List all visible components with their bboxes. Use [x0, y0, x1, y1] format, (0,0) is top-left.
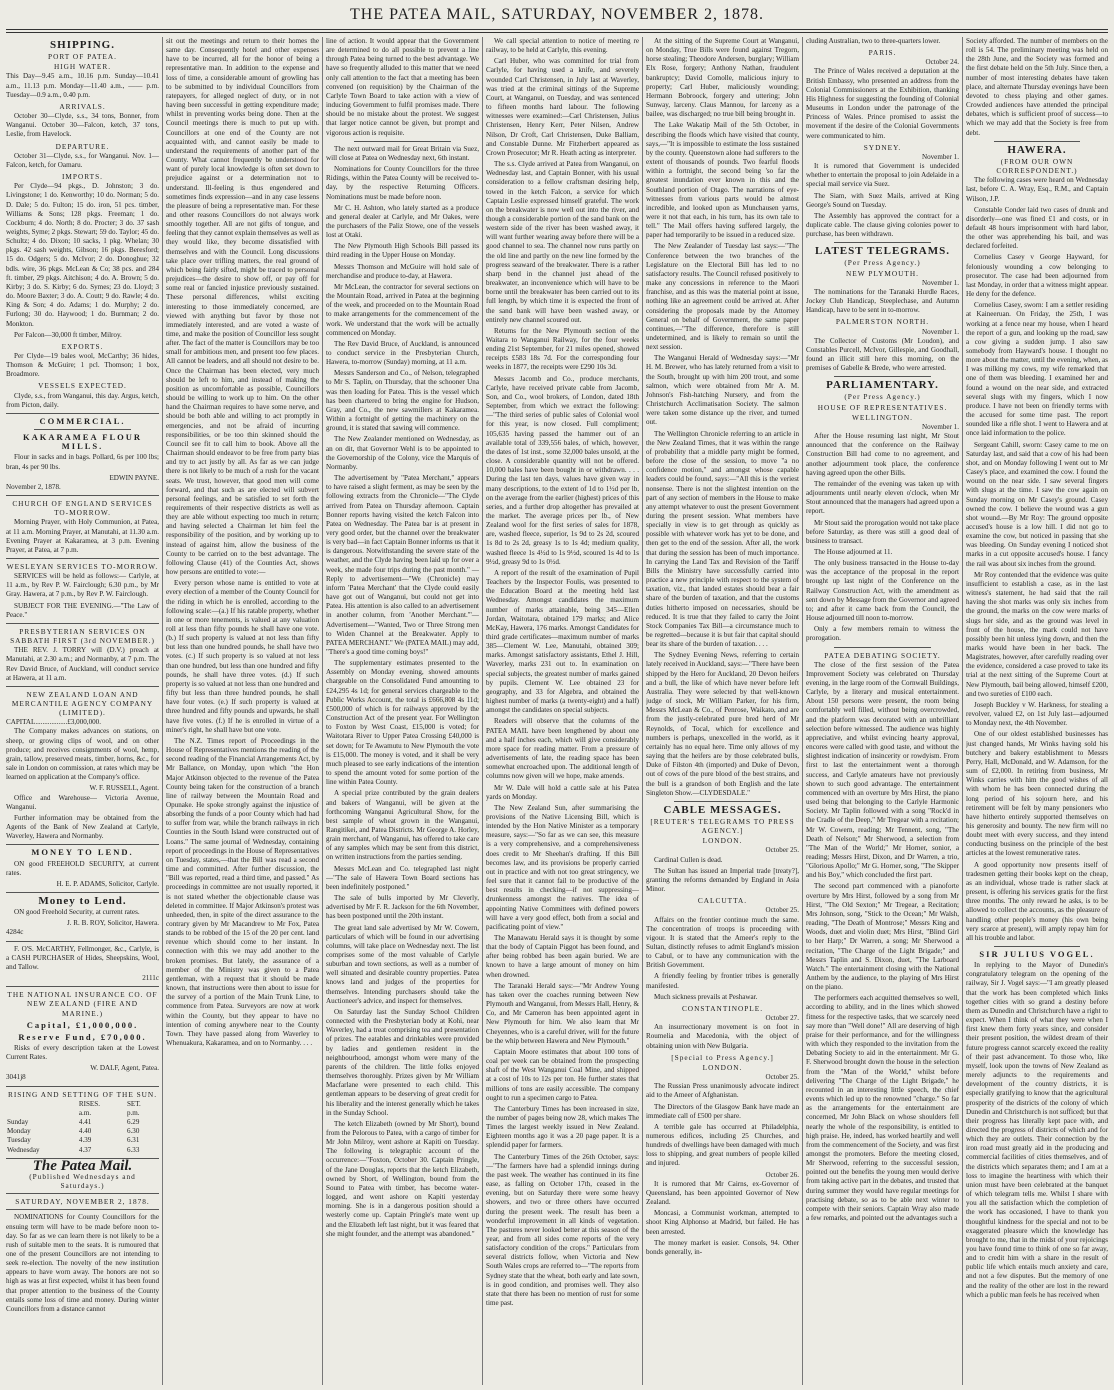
paragraph: The supplementary estimates presented to the Assembly on Monday evening, showed amounts chargeable on the Consolidated Fund amounting to £24,295 4s 1d; for general services chargeable to the Public Works Account, the total is £666,808 4s 11d; £500,000 of which is for railways approved by the Construction Act of the present year. For Wellington to Foxton by West Coast, £15,000 is voted; for Waitotara River to Upper Patea Crossing £40,000 is set down; for Te Awamutu to New Plymouth the vote is £15,000. The money is voted, and it shall be very much pleased to see early indications of the intention to spend the amount voted for some portion of the line within Patea County. [326, 659, 479, 787]
special-note: [Special to Press Agency.] [671, 1052, 774, 1062]
sun-rise: 4.37 [78, 1145, 92, 1154]
debating-society-heading: PATEA DEBATING SOCIETY. [824, 650, 941, 660]
paragraph: The Canterbury Times has been increased in size, the number of pages being now 28, which makes The Times the largest weekly issued in New Zealand. Eighteen months ago it was a 20 page paper. It is a splendid paper for farmers. [486, 1104, 639, 1150]
divider [354, 141, 451, 142]
vogel-heading: SIR JULIUS VOGEL. [979, 949, 1095, 959]
paragraph: The New Zealander of Tuesday last says:—"The Conference between the two branches of the Legislature on the Electoral Bill has led to no satisfactory results. The Council refused positively to make any concessions in reference to the Maori franchise, and as this was the material point at issue, nothing like an agreement could be arrived at. After considering the proposals made by the Attorney General on behalf of Government, the same paper continues,—"The difference, therefore is still undetermined, and is likely to remain so until the next session. [646, 242, 799, 352]
paper-title: The Patea Mail. [32, 1157, 133, 1174]
money-to-lend-heading-2: Money to Lend. [38, 894, 127, 907]
dispatch-date: October 24. [925, 58, 959, 67]
press-agency-note: (Per Press Agency.) [844, 258, 921, 268]
insurance-capital: Capital, £1,000,000. [26, 1019, 139, 1030]
paragraph: The nominations for the Taranaki Hurdle Races, Jockey Club Handicap, Steeplechase, and Autumn Handicap, have to be sent in to-morrow. [806, 287, 959, 315]
wesleyan-heading: WESLEYAN SERVICES TO-MORROW. [6, 561, 159, 571]
column-rule [642, 37, 643, 1385]
paragraph: The great land sale advertised by Mr W. Cowern, particulars of which will be found in our advertising columns, will take place on Wednesday next. The list comprises some of the most valuable of Carlyle suburban and town sections, as well as a number of well situated and desirable country properties. Patea knows land and judges of the properties for themselves. Intending purchasers should take the Auctioneer's advice, and inspect for themselves. [326, 923, 479, 1005]
divider [674, 801, 771, 802]
paragraph: A terrible gale has occurred at Philadelphia, numerous edifices, including 25 Churches, and hundreds of dwellings have been damaged with much loss to shipping, and great numbers of people killed and injured. [646, 1122, 799, 1168]
parliamentary-heading: PARLIAMENTARY. [826, 379, 939, 392]
sun-table-header [6, 1100, 159, 1109]
sun-day: Monday [7, 1127, 31, 1136]
paragraph: The New Plymouth High Schools Bill passed its third reading in the Upper House on Monday. [326, 242, 479, 260]
paragraph: Constable Conder laid two cases of drunk and disorderly—one was fined £1 and costs, or in default 48 hours imprisonment with hard labor, the other was apprehending his bail, and was declared forfeited. [966, 205, 1108, 251]
paragraph: It is rumored that Government is undecided whether to entertain the proposal to join Adelaide in a special mail service via Suez. [806, 162, 959, 189]
insurance-heading: THE NATIONAL INSURANCE CO. OF NEW ZEALAND (FIRE AND MARINE.) [7, 990, 158, 1018]
paragraph: The Collector of Customs (Mr Loudon), and Constables Purcell, McIvor, Gillespie, and Goodhall, found an illicit still here this morning, on the premises of Gabelle & Brede, who were arrested. [806, 336, 959, 373]
divider [6, 1209, 159, 1210]
dispatch-date: October 25. [765, 906, 799, 915]
sun-rise: 4.40 [78, 1127, 92, 1136]
paragraph: Joseph Buckley v W. Harkness, for stealing a revolver, valued £2, on 1st July last—adjourned to Monday next, the 4th November. [966, 700, 1108, 728]
paragraph: Messrs Thomson and McGuire will hold sale of merchandise and produce to-day, at Hawera. [326, 262, 479, 280]
exports-heading: EXPORTS. [61, 341, 104, 351]
paragraph: A special prize contributed by the grain dealers and bakers of Wanganui, will be given at the forthcoming Wanganui Agricultural Show, for the best sample of wheat grown in the Wanganui, Rangitikei, and Patea Districts. Mr George A. Horley, grain merchant, of Wanganui, has offered to take care of any samples which may be sent from this district, on written instructions from the parties sending. [326, 789, 479, 862]
column-7 [966, 37, 1108, 1385]
masthead-rule-lower [6, 32, 1108, 33]
paragraph: At the sitting of the Supreme Court at Wanganui, on Monday, True Bills were found against Tregorn, horse stealing; Theodore Andersen, burglary; William Elx Rose, forgery; Anthony Nathan, fraudulent bankruptcy; David Comolle, malicious injury to property; Carl Huber, maliciously wounding; Hermann Bobroock, forgery and uttering; John Sunway, larceny. Claus Mannou, for larceny as a bailee, was discharged; no true bill being brought in. [646, 37, 799, 119]
paragraph: cluding Australian, two to three-quarters lower. [806, 37, 941, 45]
paragraph: Cornelius Casey v George Hayward, for feloniously wounding a cow belonging to prosecutor. The case had been adjourned from last Monday, in order that a witness might appear. He deny for the defence. [966, 253, 1108, 299]
wesleyan-text: SERVICES will be held as follows:— Carlyle, at 11 a.m., by Rev P. W. Fairclough; 6.30 p.m., by Mr Gray. Hawera, at 7 p.m., by Rev P. W. Fairclough. [6, 572, 159, 599]
dateline-paris: PARIS. [868, 48, 897, 58]
column-2 [166, 37, 319, 1385]
paragraph: A report of the result of the examination of Pupil Teachers by the Inspector Foulis, was presented to the Education Board at the meeting held last Wednesday. Amongst candidates the maximum number of marks attainable, being 345—Ellen Jordan, Waitotara, obtained 179 marks; and Alice McKay, Hawera, 176 marks. Amongst Candidates for third grade certificates—maximum number of marks 385—Clement W. Lee, Manutahi, obtained 309; marks. Amongst satisfactory assistants, Ethel J. Hill, Waverley, marks 231 out to. In examination on special subjects, the greatest number of marks gained by pupils. Clement W. Lee obtained 23 for geography, and 33 for Algebra, and obtained the highest number of marks (a twenty-eight) and a half) amongst the candidates on special subjects. [486, 568, 639, 715]
table-row [6, 1127, 159, 1136]
paragraph: Much sickness prevails at Peshawar. [654, 992, 758, 1001]
dispatch-date: November 1. [921, 152, 959, 161]
divider [6, 558, 159, 559]
sun-header-cell: RISES. [78, 1099, 100, 1108]
editorial-text: NOMINATIONS for County Councillors for the ensuing term will have to be made before noon to-day. So far as we can learn there is not likely to be a rush of suitable men to the seats. It is rumoured that one of the present Councillors are not intending to seek re-election. The novelty of the new institution appears to have worn away. The honors are not so high as was at first expected, whilst it has been found that proper attention to the business of the County entails some loss of time and money. During winter Councillors from a distance cannot [6, 1213, 159, 1313]
sun-subheader-cell [6, 1109, 78, 1118]
divider [6, 413, 159, 414]
paragraph: The Lake Wakatip Mail of the 5th October, in describing the floods which have visited that county, says,—"It is impossible to estimate the loss sustained by the county. Queenstown alone had sufferers to the extent of thousands of pounds. Two fearful floods within a fortnight, the second being 'so far the greatest inundation ever known in this and the Southland portion of Otago. The narrations of eye-witnesses from various parts would be almost incredible, and looked upon as Munchausen yarns, were it not that each, in his turn, has its own tale to tell." The Mail offers having suffered largely, the paper had temporarily to be issued in a reduced size. [646, 121, 799, 240]
nz-loan-heading: NEW ZEALAND LOAN AND MERCANTILE AGENCY COMPANY (LIMITED). [11, 689, 154, 718]
paragraph: On Saturday last the Sunday School Children connected with the Presbyterian body at Kohi, near Waverley, had a treat comprising tea and presentation of prizes. The eatables and drinkables were provided by ladies and gentlemen resident in the neighbourhood, amongst whom were many of the parents of the children. The little folks enjoyed themselves thoroughly. Prizes given by Mr William Macfarlane were presented to each child. This gentleman appears to be deserving of great credit for his liberality and the interest generally which he takes in the Sunday School. [326, 1007, 479, 1117]
paragraph: Messrs McLean and Co. telegraphed last night—"The sale of Hawera Town Board sections has been indefinitely postponed." [326, 864, 479, 891]
paragraph: Only a few members remain to witness the prorogation. [806, 625, 959, 643]
house-heading: HOUSE OF REPRESENTATIVES. [817, 402, 948, 412]
sun-day: Tuesday [7, 1136, 31, 1145]
flour-mills-heading: KAKARAMEA FLOUR MILLS. [22, 432, 142, 452]
paragraph: The second part commenced with a pianoforte overture by Mrs Hirst, followed by a song from Mr Hirst, "The Old Sexton;" Mr Tregear, a Recitation; Mrs Johnson, song, "Stick to the Ocean;" Mr Walsh, reading, "The Death of Montrose;" Messrs King and Woods, duet and violin duet; Mrs Hirst, "Blind Girl to her Harp;" Dr Warren, a song; Mr Sherwood a recitation, "The Charge of the Light Brigade;" and Messrs Taplin and S. Dixon, duet, "The Larboard Watch." The entertainment closing with the National Anthem by the audience, to the playing of Mrs Hirst on the piano. [806, 882, 959, 992]
correspondent-note: (FROM OUR OWN CORRESPONDENT.) [996, 156, 1078, 176]
paragraph: Mr Roy contended that the evidence was quite insufficient to establish a case, as in the last witness's statement, he had said that the rail having the shot marks was only six inches from the ground, the marks on the cow were marks of slugs her side, and as the ground was level in front of the house, the mark could not have possibly been hit unless lying down, and then the marks would have been in her back. The Magistrates, however, after carefully reading over the evidence, considered a case proved to take its trial at the next sitting of the Supreme Court at New Plymouth, bail being allowed, himself £200, and two sureties of £100 each. [966, 570, 1108, 698]
sun-rise: 4.41 [78, 1118, 92, 1127]
column-rule [482, 37, 483, 1385]
divider [6, 686, 159, 687]
flour-date: November 2, 1878. [6, 482, 61, 491]
paragraph: The only business transacted in the House to-day was the acceptance of the proposal in the report brought up last night of the Conference on the Railway Construction Act, with the amendment as sent down by Message from the Governor and agreed to; and after it came back from the Council, the House adjourned till noon to-morrow. [806, 559, 959, 623]
column-rule [962, 37, 963, 1385]
divider [994, 946, 1080, 947]
dispatch-date: November 1. [921, 327, 959, 336]
presbyterian-heading: PRESBYTERIAN SERVICES ON SABBATH FIRST (3rd NOVEMBER.) [10, 626, 155, 646]
paragraph: Moncasi, a Communist workman, attempted to shoot King Alphonso at Madrid, but failed. He has been arrested. [646, 1209, 799, 1236]
money-to-lend-text-2: ON good Freehold Security, at current rates. [14, 908, 140, 917]
paragraph: In replying to the Mayor of Dunedin's congratulatory telegram on the opening of the railway, Sir J. Vogel says:—"I am greatly pleased that the work has been completed which links together cities with so grand a destiny before them as Dunedin and Christchurch have a right to expect. When I think of what they were when I first knew them forty years since, and consider their present position, the wildest dream of their future progress cannot scarcely exceed the reality of their past advancement. To those who, like myself, look upon the towns of New Zealand as merely adjuncts to the requirements and development of the country districts, it is especially gratifying to know that the agricultural prosperity of the districts of the colony of which Dunedin and Christchurch is not sufficed; but that their progress has literally kept pace with, and directed the progress of districts of which and for which they are outlets. Their connection by the iron road must greatly aid in the producing and commercial facilities of cities themselves, and of the districts which separates them; and I am at a loss to imagine the heartiness with which their union must have been celebrated at the banquet of which telegram tells me. Whilst I share with you all the satisfaction which the completion of the work has occasioned, I have to thank you thoughtful kindness for the special and not to be exaggerated pleasure which the knowledge has brought to me, that in the midst of your rejoicings you have found time to think of one so far away, and to credit him with a share in the result of public life which entails much anxiety and care, and not a few disputes. But the memory of one and the reality of the other are lost in the reward which a public man feels he has received when [966, 961, 1108, 1299]
money-to-lend-signature: H. E. P. ADAMS, Solicitor, Carlyle. [56, 879, 159, 888]
church-heading: CHURCH OF ENGLAND SERVICES TO-MORROW. [12, 499, 153, 518]
insurance-signature: W. DALF, Agent, Patea. [90, 1064, 159, 1073]
divider [6, 892, 159, 893]
paragraph: Carl Huber, who was committed for trial from Carlyle, for having used a knife, and severely wounded Carl Christensen, in July last at Waverley, was tried at the criminal sittings of the Supreme Court, at Wanganui, on Tuesday, and was sentenced to fifteen months hard labour. The following witnesses were examined:—Carl Christensen, Julius Christensen, Henry Kerr, Peter Nilsen, Andrew Nilson, Dr Croft, Carl Christensen, Duke Balliam, and Constable Dunne. Mr Fitzherbert appeared as Crown Prosecutor; Mr R. Heath acting as interpreter. [486, 57, 639, 157]
column-1 [6, 37, 159, 1385]
dateline-london: LONDON. [702, 1062, 743, 1072]
paragraph: The money market is easier. Consols, 94. Other bonds generally, in- [646, 1238, 799, 1256]
divider [834, 376, 931, 377]
divider [6, 941, 159, 942]
table-row [6, 1146, 159, 1155]
paragraph: Returns for the New Plymouth section of the Waitara to Wanganui Railway, for the four weeks ending 21st September, for 21 miles opened, showed receipts £583 18s 7d. For the corresponding four weeks in 1877, the receipts were £290 10s 3d. [486, 326, 639, 372]
expected-text: Clyde, s.s., from Wanganui, this day. Argus, ketch, from Picton, daily. [6, 391, 159, 409]
press-agency-note: (Per Press Agency.) [844, 392, 921, 402]
table-row [6, 1136, 159, 1145]
paragraph: A good opportunity now presents itself of tradesmen getting their books kept on the cheap, as an individual, whose trade is rather slack at present, is offering his services gratis for the first three months. The only reward he asks, is to be allowed to collect the accounts, as the pleasure of handling other people's money (his own being very scarce at present), will amply repay him for all his trouble and labor. [966, 860, 1108, 942]
paragraph: The New Zealander mentioned on Wednesday, as an on dit, that Governor Wehl is to be appointed to the Governorship of the Colony, vice the Marquis of Normanby. [326, 435, 479, 471]
paragraph: It is rumored that Mr Cairns, ex-Governor of Queensland, has been appointed Governor of New Zealand. [646, 1179, 799, 1207]
sun-rise: 4.39 [78, 1136, 92, 1145]
reuters-note: [REUTER'S TELEGRAMS TO PRESS AGENCY.] [650, 816, 795, 836]
paragraph: The Russian Press unanimously advocate indirect aid to the Ameer of Afghanistan. [646, 1082, 799, 1100]
insurance-reserve: Reserve Fund, £70,000. [18, 1031, 147, 1042]
column-4 [486, 37, 639, 1385]
paragraph: An insurrectionary movement is on foot in Roumelia and Macedonia, with the object of obtaining union with New Bulgaria. [646, 1023, 799, 1050]
paragraph: The Prince of Wales received a deputation at the British Embassy, who presented an address from the Colonial Commissioners at the Exhibition, thanking His Highness for suggesting the founding of Colonial Museums in London under the patronage of the Princess of Wales. Prince promised to assist the movement if the desire of the Colonial Governments were communicated to him. [806, 67, 959, 140]
paragraph: The ketch Elizabeth (owned by Mr Short), bound from the Pelorous to Patea, with a cargo of timber for Mr John Milroy, went ashore at Kapiti on Tuesday. The following is telegraphic account of the occurrence:—"Foxton, October 30. Captain Pringle, of the Jane Douglas, reports that the ketch Elizabeth, owned by Short, of Wellington, bound from the Sound to Patea with timber, has become water-logged, and went ashore on Kapiti yesterday morning. She is in a dangerous position should a westerly come up. Captain Pringle's mate went up and the Elizabeth left last night, but it was feared that she might founder, and the attempt was abandoned." [326, 1119, 479, 1238]
dispatch-date: October 25. [765, 1073, 799, 1082]
divider [994, 141, 1080, 142]
sun-set: 6.31 [126, 1136, 140, 1145]
expected-heading: VESSELS EXPECTED. [38, 381, 127, 391]
divider [834, 242, 931, 243]
column-3 [326, 37, 479, 1385]
sun-subheader-cell: p.m. [126, 1108, 140, 1117]
imports-heading: IMPORTS. [61, 172, 103, 182]
departure-text: October 31—Clyde, s.s., for Wanganui. Nov. 1—Falcon, ketch, for Oamaru. [6, 151, 159, 169]
flour-text: Flour in sacks and in bags. Pollard, 6s per 100 lbs; bran, 4s per 90 lbs. [6, 453, 159, 471]
paragraph: The Siam, with Suez Mails, arrived at King George's Sound on Tuesday. [806, 191, 959, 209]
sun-table [6, 1100, 159, 1155]
paragraph: The next outward mail for Great Britain via Suez, will close at Patea on Wednesday next, 6th instant. [326, 144, 479, 162]
paragraph: Society afforded. The number of members on the roll is 54. The preliminary meeting was held on the 28th June, and the Society was formed and the first debate held on the 5th July. Since then, a number of most interesting debates have taken place, and alternate Thursday evenings have been devoted to chess playing and other games. Crowded audiences have attended the principal debates, which is sufficient proof of success—to which we may add that the Society is free from debt. [966, 37, 1108, 137]
dispatch-date: November 1. [921, 422, 959, 431]
sun-header-cell [6, 1100, 78, 1109]
port-heading: PORT OF PATEA. [48, 52, 117, 62]
money-to-lend-ref: 4284c [6, 928, 24, 937]
paragraph: The close of the first session of the Patea Improvement Society was celebrated on Thursday evening, in the large room of the Cornwall Buildings, Carlyle, by a literary and musical entertainment. About 150 persons were present, the room being comfortably well filled, without being overcrowded, and the platform was decorated with an unbrilliant selection before witnessed. The audience was highly appreciative, and whilst evincing hearty approval, encores were called with good taste, and without the slightest indication of insincerity or rowdyism. From first to last the entertainment went a thorough success, and Carlyle amateurs have not previously shown to such good advantage. The entertainment commenced with an overture by Mrs Hirst, the piano used being that belonging to the Carlyle Harmonic Society. Mr Taplin followed with a song "Rock'd in the Cradle of the Deep," Mr Tregear with a recitation; Mr W. Cowern, reading; Mr Tennent, song, "The Death of Nelson;" Mr Sherwood, a selection from "The Man of the World;" Mr Horner, sonior, a reading; Messrs Hirst, Dixon, and Dr Warren, a trio, "Glorious Apollo;" Mr G. Horner, song, "The Skipper and his Boy," which concluded the first part. [806, 660, 959, 880]
paragraph: A friendly feeling by frontier tribes is generally manifested. [646, 972, 799, 990]
paragraph: Mr C. H. Ashton, who lately started as a produce and general dealer at Carlyle, and Mr Oakes, were the purchasers of the Paliz Stowe, one of the vessels lost at Otaki. [326, 203, 479, 240]
paragraph: The Taranaki Herald says:—"Mr Andrew Young has taken over the coaches running between New Plymouth and Wanganui, from Messrs Hall, Henry, & Co, and Mr Cameron has been appointed agent in New Plymouth for him. We also learn that Mr Cheyennes, who is a careful driver, will for the future be the whip between Hawera and New Plymouth." [486, 981, 639, 1045]
per-falcon-text: Per Falcon—30,000 ft timber, Milroy. [14, 330, 122, 339]
sun-set: 6.30 [126, 1127, 140, 1136]
divider [34, 429, 131, 430]
column-rule [802, 37, 803, 1385]
divider [834, 647, 931, 648]
sun-heading: RISING AND SETTING OF THE SUN. [7, 1089, 158, 1099]
divider [6, 844, 159, 845]
nz-loan-signature: W. F. RUSSELL, Agent. [89, 784, 159, 793]
dateline-wellington: WELLINGTON. [852, 412, 913, 422]
paragraph: The House adjourned at 11. [814, 547, 893, 556]
shipping-heading: SHIPPING. [50, 39, 115, 51]
paragraph: Sergeant Cahill, sworn: Casey came to me on Saturday last, and said that a cow of his had been shot, and on Monday following I went out to Mr Casey's place, and examined the cow. I found the wound on the near side. I saw several fingers with slugs at the time. I saw the cow again on Sunday morning on Mr Casey's ground. Casey owned the cow. I believe the wound was a gun shot wound.—By Mr Roy: The ground opposite accused's house is a low hill. I did not go to examine the cow, but noticed in passing that she was bleeding. On Sunday evening I noticed shot marks in a cut opposite accused's house. I fancy the rail was about six inches from the ground. [966, 440, 1108, 568]
paragraph: The remainder of the evening was taken up with adjournments until nearly eleven o'clock, when Mr Stout announced that the managers had agreed upon a report. [806, 479, 959, 516]
paragraph: The Assembly has approved the contract for a duplicate cable. The clause giving colonies power to purchase, has been withdrawn. [806, 211, 959, 239]
paragraph: We call special attention to notice of meeting re railway, to be held at Carlyle, this evening. [486, 37, 639, 55]
arrivals-text: October 30—Clyde, s.s., 34 tons, Bonner, from Wanganui. October 30—Falcon, ketch, 37 tons, Leslie, from Havelock. [6, 112, 159, 139]
dispatch-date: November 1. [921, 278, 959, 287]
paragraph: Nominations for County Councillors for the three Ridings, within the Patea County will be received to-day, by the respective Returning Officers. Nominations must be made before noon. [326, 165, 479, 201]
mccarthy-ad: F. O'S. McCARTHY, Fellmonger, &c., Carlyle, is a CASH PURCHASER of Hides, Sheepskins, Wool, and Tallow. [6, 944, 159, 971]
money-to-lend-heading: MONEY TO LEND. [31, 847, 134, 858]
high-water-heading: HIGH WATER. [53, 62, 112, 72]
paragraph: Readers will observe that the columns of the PATEA MAIL have been lengthened by about one and a half inches each, which will give considerably more space for reading matter. From a pressure of advertisements of late, the reading space has been somewhat encroached upon. The additional length of columns now given will we hope, make amends. [486, 717, 639, 781]
paragraph: The Directors of the Glasgow Bank have made an immediate call of £500 per share. [646, 1102, 799, 1120]
paragraph: The Wanganui Herald of Wednesday says:—"Mr H. M. Brewer, who has lately returned from a visit to the South, brought up with him 200 trout, and some salmon, which were obtained from Mr A. M. Johnson's Fish-hatching Nursery, and from the Christchurch Acclimatisation Society. The salmon were taken some distance up the river, and turned out. [646, 354, 799, 427]
money-to-lend-text: ON good FREEHOLD SECURITY, at current rates. [6, 859, 159, 877]
paper-subtitle: (Published Wednesdays and Saturdays.) [29, 1171, 136, 1191]
masthead-rule [6, 29, 1108, 30]
presbyterian-text: THE REV. J. TORRY will (D.V.) preach at Manutahi, at 2.30 a.m.; and Normanby, at 7 p.m. The Rev David Bruce, of Auckland, will conduct service at Hawera, at 11 a.m. [6, 646, 159, 682]
nz-loan-capital: CAPITAL..................£3,000,000. [6, 718, 101, 727]
sun-set: 6.29 [126, 1118, 140, 1127]
editorial-continued: sit out the meetings and return to their homes the same day. Consequently hotel and other expenses have to be incurred, all for the honor of being a representative man. In addition to the expense and loss of time, a considerable amount of growling has to be submitted to by individual Councillors from ratepayers, for alleged neglect of duty, or in not having been successful in getting expenditure made; whilst in preventing works being done. Then at the Council meetings there is much to put up with. Councillors at one end of the County are not acquainted with, and cannot easily be made to understand the requirements of another part of the County. What cannot frequently be understood for want of purely local knowledge is often set down to prejudice against or a determination not to understand. Ill-feeling is thus engendered and sometimes finds expression—and in any case lessens the pleasure of being a representative man. For these and other reasons Councillors do not always work smoothly together. All are not gifts of tongue, and feeling that they cannot explain themselves as well as they would like, they become dissatisfied with themselves and with the Council. Long discussions take place over trifling matters, the real ground of which being fairly sifted, might be traced to personal prejudices—the desire to show off, or pay off for some real or fancied injustice previously sustained. These personal differences, whilst exciting interesting to those immediately concerned, are viewed with anything but favor by those not immediately interested, and are voted a waste of time, and make the position of Councillor less sought after. The fact of the matter is Councillors may be too small for ambitious men, and present too few places. All cannot be leaders, and all should not desire to be. Once the Chairman has been elected, very much should be left to him, and instead of making the position as uncomfortable as possible, Councillors should be willing to work up to him. On the other hand the Chairman requires to have some nerve, and should be both able and willing to act promptly in emergencies, and not be afraid of incurring responsibilities, or be too thin skinned should the Council see fit to call him to book. Above all the Chairman should endeavor to be free from party bias and try to act justly by all. As far as we can judge there is not likely to be much of a rush for the vacant seats. We trust, however, that good men will come forward, and that such as are elected will subvert personal feelings, and be satisfied to set forth the requirements of their respective districts as well as they are able without expecting too much in return; and having selected a Chairman let him feel the responsibility of the position, and by working up to instead of against him, allow the business of the County to be carried on to the best advantage. The following Clause (41) of the Counties Act, shows how persons are entitled to vote:— [166, 37, 319, 577]
paragraph: After the House resuming last night, Mr Stout announced that the conference on the Railway Construction Bill had come to no agreement, and another adjournment took place, the conference having agreed upon the other Bills. [806, 432, 959, 477]
paragraph: The Rev David Bruce, of Auckland, is announced to conduct service in the Presbyterian Church, Hawera, to-morrow (Sunday) morning, at 11 a.m. [326, 339, 479, 367]
dateline: SATURDAY, NOVEMBER 2, 1878. [15, 1197, 150, 1207]
money-to-lend-signature-2: J. R. B. ROY, Solicitor, Hawera. [67, 919, 159, 928]
paragraph: The Sydney Evening News, referring to certain lately received in Auckland, says:—"There have been shipped by the Hero for Auckland, 20 Devon heifers and a bull, the like of which have never before left Australia. They were selected by that well-known judge of stock, Mr William Parker, for his firm, Messrs McLean & Co., of Penrose, Waikato, and are from the justly-celebrated pure bred herd of Mr Reynolds, of Tocal, which for excellence and numbers is perhaps, unexcelled in the world, as it certainly has no equal here. Time only allows of my saying that the heifers are by those celebrated bulls, Duke of Filston 4th (imported) and Duke of Devon, out of cows of the pure blood of the best strains, and the bull is a grandson of both English and the late Singleton Show.—CLYDESDALE." [646, 651, 799, 797]
paragraph: The Manawatu Herald says it is thought by some that the body of Captain Piggot has been found, and after being robbed has been again buried. We are known to have a large amount of money on him when drowned. [486, 934, 639, 979]
paragraph: The s.s. Clyde arrived at Patea from Wanganui, on Wednesday last, and Captain Bonner, with his usual consideration to a fellow craftsman desiring help, towed in the ketch Falcon, a service for which Captain Leslie expressed himself grateful. The work on the breakwater is now well out into the river, and though a considerable portion of the sand bank on the western side of the river has been washed away, it will want further wearing away before there will be a good channel to sea. The channel now runs partly on the old line and partly on the new line formed by the progress seaward of the breakwater. There is a rather sharp bend in the channel just ahead of the breakwater, an inconvenience which will have to be borne until the breakwater has been carried out to its full length, by which time it is expected the front of the sand bank will have been washed away, or entirely new channel scoured out. [486, 160, 639, 324]
sun-table-subheader [6, 1109, 159, 1118]
imports-text: Per Clyde—94 pkgs., D. Johnston; 3 do. Livingstone; 1 do. Kenworthy; 10 do. Norman; 5 do. D. Dale; 5 do. Fulton; 15 do. iron, 51 pcs. timber, Williams & Sons; 128 pkgs. Freeman; 1 do. Cockburn; 4 do. North; 8 do. Procter; 3 do. 37 sash weights, Syme; 2 pkgs. Stewart; 59 do. Taylor; 45 do. Schultz; 4 do. Dixon; 10 sacks, 1 pkg. Whelan; 30 pkgs. 42 sash weights, Gibson; 16 pkgs. Beresford; 15 do. Odgers; 5 do. McIvor; 2 do. Donoghue; 32 bdls. wire, 36 pkgs. McLean & Co; 38 pcs. and 284 ft. timber, 29 pkgs. Aitchison; 4 do. A. Brown; 5 do. Kirby; 3 do. S. Kirby; 6 do. Symes; 23 do. Lloyd; 3 do. Moore Baxter; 3 do. A. Coutt; 9 do. Rawle; 4 do. King & Son; 4 do. Adams; 1 do. Murphy; 2 do. Furlong; 30 do. Haywood; 1 do. Burnman; 2 do. Monkton. [6, 182, 159, 328]
dateline-calcutta: CALCUTTA. [697, 896, 748, 906]
divider [6, 986, 159, 987]
paragraph: The Wellington Chronicle referring to an article in the New Zealand Times, that it was within the range of probability that a middle party might be formed, before the close of the session, to move "a no confidence motion," and amongst whose capable leaders could be found, says:—"All this is the veriest nonsense. There is not the slightest intention on the part of any section of members in the House to make any attempt whatever to oust the present Government during the present session. What members have specially in view is to get through as quickly as possible with whatever work has yet to be done, and then get to the end of the session. After all, the work that during the session has been of much importance. In carrying the Land Tax and Revision of the Tariff Bills the Ministry have successfully carried into practice a new principle with respect to the system of taxation, viz., that landed estates should bear a fair share of the burden of taxation, and that the customs duties hitherto imposed on necessaries, should be reduced. It is true that they failed to carry the Joint Stock Companies Tax Bill—a circumstance much to be regretted—because it is but fair that capital should bear its share of the burden of taxation. . . . [646, 429, 799, 649]
cable-messages-heading: CABLE MESSAGES. [663, 803, 782, 816]
dispatch-date: October 26. [765, 1170, 799, 1179]
dateline-constantinople: CONSTANTINOPLE. [681, 1003, 764, 1013]
dateline-sydney: SYDNEY. [863, 142, 902, 152]
column-5 [646, 37, 799, 1385]
sun-day: Sunday [7, 1118, 29, 1127]
hawera-heading: HAWERA. [1007, 143, 1067, 156]
paragraph: The performers each acquitted themselves so well, according to ability, and in the lines which showed fitness for the respective tasks, that we scarcely need say more than "Well done!" All are deserving of high praise for their performance, and for the willingness with which they responded to the invitation from the Debating Society to aid in the entertainment. Mr G. F. Sherwood brought down the house in the selection from the "Man of the World," whilst before delivering "The Charge of the Light Brigade," he recounted in an interesting little speech, the chief events which led up to the renowned "charge." So far as the arrangements for the entertainment are concerned, Mr John Black on whose shoulders fell nearly the whole of the responsibility, is entitled to high praise. He, indeed, has worked heartily and well from the commencement of the Society, and was first amongst the promoters. Before the meeting closed, Mr Sherwood, referring to the successful session, pointed out the benefits the young men would derive from taking active part in the debates, and trusted that during summer they would have regular meetings for practising debate, so as to be able next winter to compete with their seniors. Captain Wray also made a few remarks, and pointed out the advantages such a [806, 994, 959, 1223]
tides-text: This Day—9.45 a.m., 10.16 p.m. Sunday—10.41 a.m., 11.13 p.m. Monday—11.40 a.m., —— p.m. Tuesday—0.9 a.m., 0.40 p.m. [6, 72, 159, 99]
divider [6, 1086, 159, 1087]
sun-subheader-cell: a.m. [78, 1108, 92, 1117]
paragraph: Cardinal Cullen is dead. [654, 855, 723, 864]
paragraph: Messrs Jacomb and Co., produce merchants, Carlyle, have received private cable from Jacomb, Son, and Co., wool brokers, of London, dated 18th September, from which we extract the following:—"The third series of public sales of Colonial wool for this year, is now closed. Full compliment; 105,635 having passed the hammer out of an available total of 339,556 bales, of which, however, the dates of 1st inst., some 32,000 bales unsold, at the close. A considerable quantity will not be offered. 10,000 bales have been bought in or withdrawn. . . . During the last ten days, values have given way in many descriptions, to the extent of 1d to 1½d per lb, on the average from the earlier (highest) prices of this series, and a further drop altogether has prevailed at the market. The average prices per lb., of New Zealand wool for the first series of sales for 1878, are, washed fleece, superior, 1s 9d to 2s 2d, scoured 1s 8d to 2s 2d, greasy 1s to 1s 4d; medium quality, washed fleece 1s 4½d to 1s 9½d, scoured 1s 4d to 1s 9½d, greasy 9d to 1s 0½d. [486, 374, 639, 566]
paragraph: The sale of bulls imported by Mr Cleverly, advertised by Mr F. R. Jackson for the 6th November, has been postponed until the 20th instant. [326, 894, 479, 921]
paragraph: The Sultan has issued an Imperial trade [treaty?], granting the reforms demanded by England in Asia Minor. [646, 866, 799, 894]
church-text: Morning Prayer, with Holy Communion, at Patea, at 11 a.m. Morning Prayer, at Manutahi, at 11.30 a.m. Evening Prayer at Kakaramea, at 3 p.m. Evening Prayer, at Patea, at 7 p.m. [6, 518, 159, 554]
paragraph: line of action. It would appear that the Government are determined to do all possible to prevent a line through Patea being turned to the best advantage. We have so frequently alluded to this matter that we need only call attention to the fact that a meeting has been convened (on requisition) by the Chairman of the Carlyle Town Board to take action with a view of inducing Government to fulfil promises made. There should be no mistake about the protest. We suggest that larger notice cannot be given, but prompt and vigorous action is requisite. [326, 37, 479, 137]
nz-loan-text: The Company makes advances on stations, on sheep, or growing clips of wool, and on other produce; and receives consignments of wool, hemp, grain, tallow, preserved meats, timber, horns, &c., for sale in London on commission, at rates which may be learned on application at the Company's office. [6, 727, 159, 782]
paragraph: The Canterbury Times of the 26th October, says:—"The farmers have had a splendid innings during the past week. The weather has continued in its fine ease, as falling on October 17th, ceased in the evening, but on Saturday there were some heavy showers, and two or three others have occurred during the present week. The result has been a wonderful improvement in all kinds of vegetation. The pastures never looked better at this season of the year, and from all sides come reports of the very satisfactory condition of the crops." Particulars from several districts follow, when Victoria and New South Wales crops are referred to—"The reports from Sydney state that the wheat, both early and late sown, is in good condition, and promises well. They also state that there has been no mention of rust for some time past. [486, 1152, 639, 1308]
paragraph: One of our oldest established businesses has just changed hands, Mr Winks having sold his butchery and bakery establishment to Messrs Perry, Hall, McDonald, and W. Adamson, for the sum of £2,000. In retiring from business, Mr Winks carries with him the good wishes of all with whom he has been connected during the long period of his sojourn here, and his retirement will be felt by many pensioners who have hitherto entirely supported themselves on his generosity and bounty. The new firm will no doubt meet with every success, and they intend conducting business on the principle of the best articles at the lowest remunerative rates. [966, 730, 1108, 858]
exports-text: Per Clyde—19 bales wool, McCarthy; 36 hides, Thomson & McGuire; 1 pcl. Thomson; 1 box, Broadmore. [6, 352, 159, 379]
dateline-palmerston-north: PALMERSTON NORTH. [835, 317, 930, 327]
paragraph: Mr Stout said the prorogation would not take place before Saturday, as there was still a good deal of business to transact. [806, 518, 959, 545]
paragraph: Mr McLean, the contractor for several sections on the Mountain Road, arrived in Patea at the beginning of the week, and proceeded on to the Mountain Road to make arrangements for the commencement of the work. We understand that the work will be actually commenced on Monday. [326, 282, 479, 337]
arrivals-heading: ARRIVALS. [59, 101, 106, 111]
dispatch-date: October 25. [765, 846, 799, 855]
masthead: THE PATEA MAIL, SATURDAY, NOVEMBER 2, 1878. [349, 6, 764, 23]
departure-heading: DEPARTURE. [55, 141, 110, 151]
insurance-ref: 3041j8 [6, 1073, 26, 1082]
nz-loan-office: Office and Warehouse— Victoria Avenue, Wanganui. [6, 793, 159, 811]
column-6 [806, 37, 959, 1385]
paragraph: The advertisement by "Patea Merchant," appears to have raised a slight ferment, as may be seen by the following extracts from the Chronicle—"The Clyde arrived from Patea on Thursday afternoon. Captain Bonner reports having visited the ketch Falcon into Patea on Wednesday. The Patea bar is at present in very good order, but the channel over the breakwater is very bad—in fact Captain Bonner informs us that it is dangerous. Notwithstanding the severe state of the weather, and the Clyde having been laid up for over a week, she made four trips during the past month." —Reply to advertisement—"We (Chronicle) may inform 'Patea Merchant' that the Clyde could easily have got out of Wanganui, but could not get into Patea. His attention is also called to an advertisement in another column, from 'Another Merchant.'"—Advertisement—"Wanted, Two or Three Strong men to Widen Channel at the Breakwater. Apply to PATEA MERCHANT." We (PATEA MAIL) may add, "There's a good time coming boys!" [326, 474, 479, 656]
nz-times-report: The N.Z. Times report of Proceedings in the House of Representatives mentions the reading of the second reading of the Financial Arrangements Act, by Mr Ballance, on Monday, upon which "the Hon Major Atkinson objected to the revenue of the Patea County being taken for the construction of a branch line of railway between the Mountain Road and Opunake. He spoke strongly against the injustice of absorbing the funds of a poor County which had had to suffer from war, while the branch railways in rich Counties in the South Island were constructed out of Loans." The same journal of Wednesday, containing report of proceedings in the House of Representatives on Tuesday, states,—that the Bill was read a second time and committed. After further discussion, the "Bill was reported, read a third time, and passed." As proceedings in committee are not usually reported, it is not stated whether the objectionable clause was deleted in committee. If Major Atkinson's protest was unheeded, then, in spite of the direct assurance to the contrary given by Mr Macandrew to Mr Fox, Patea stands to be robbed of the 15 of the 20 per cent. land revenue which should come to her instant. In connection with this we may add another to the broken promises. But lately, the assurance of a member of the Ministry was given to a Patea gentleman, with a request that it should be made known, that instructions were then about to issue for the survey of a portion of the Main Trunk Line, to commence from Patea. Surveyors are now at work within the County, but they appear to have no intention of coming anywhere near to the County Town. They have passed along from Waverley to Whenuakura, Kakaramea, and on to Normanby. . . . [166, 736, 319, 1048]
column-rule [162, 37, 163, 1385]
paragraph: Cornelius Casey, sworn: I am a settler residing at Kaineeruan. On Friday, the 25th, I was working at a fence near my house, when I heard the report of a gun, and looking up the road, saw a cow giving a sudden jump. I also saw somebody from Hayward's house. I thought no more about the matter, until the evening, when, as I was milking my cows, my wife remarked that one of them was bleeding. I examined her and found a wound on the near side, and extracted several slugs with my fingers, which I now produce. I have not been on friendly terms with the accused for some time past. The report sounded like a rifle shot. I went to Hawera and at once laid information to the police. [966, 301, 1108, 438]
paragraph: Messrs Sanderson and Co., of Nelson, telegraphed to Mr S. Taplin, on Thursday, that the schooner Una was then loading for Patea. This is the vessel which has been chartered to bring the engine for Hudson, Gray, and Co., the new sawmillers at Kakaramea. Within a fortnight of getting the machinery on the ground, it is stated that sawing will commence. [326, 369, 479, 433]
wesleyan-subject: SUBJECT FOR THE EVENING.—"The Law of Peace." [6, 601, 159, 619]
flour-signature: EDWIN PAYNE. [109, 473, 159, 482]
divider [6, 623, 159, 624]
divider [6, 1193, 159, 1194]
dateline-london: LONDON. [702, 836, 743, 846]
paragraph: Mr W. Dale will hold a cattle sale at his Patea yards on Monday. [486, 783, 639, 801]
counties-act-clause: Every person whose name is entitled to vote at every election of a member of the County Council for the riding in which he is enrolled, according to the following scale:—(a.) If his ratable property, whether in one or more tenements, is valued at any valuation roll at less than fifty pounds he shall have one vote. (b.) If such property is valued at not less than fifty but less than one hundred pounds, he shall have two votes. (c.) If such property is so valued at not less than one hundred, but less than one hundred and fifty pounds, he shall have three votes. (d.) If such property is so valued at not less than one hundred and fifty but less than three hundred pounds, he shall have four votes. (e.) If such property is valued at three hundred and fifty pounds and upwards, he shall have five votes. (f.) If he is enrolled in virtue of a miner's right, he shall have but one vote. [166, 579, 319, 734]
sun-day: Wednesday [7, 1145, 40, 1154]
commercial-heading: COMMERCIAL. [39, 415, 126, 426]
paragraph: The New Zealand Sun, after summarising the provisions of the Native Licensing Bill, which is intended by the Hon Native Minister as a temporary measure, says:—"So far as we can see, this measure is a very comprehensive, and a comprehensiveness does credit to Mr Sheehan's drafting. If this Bill becomes law, and its provisions be properly carried out in practice and with not too great stringency, we feel sure that it cannot fail to be productive of the best results in checking—if not suppressing—drunkenness amongst the natives. The idea of appointing Native Committees with defined powers will have a very good effect, both from a social and pacificating point of view." [486, 803, 639, 931]
nz-loan-more: Further information may be obtained from the Agents of the Bank of New Zealand at Carlyle, Waverley, Hawera and Normanby. [6, 813, 159, 841]
latest-telegrams-heading: LATEST TELEGRAMS. [815, 245, 950, 258]
column-rule [322, 37, 323, 1385]
insurance-text: Risks of every description taken at the Lowest Current Rates. [6, 1044, 159, 1062]
paragraph: The following cases were heard on Wednesday last, before C. A. Wray, Esq., R.M., and Captain Wilson, J.P. [966, 176, 1108, 203]
mccarthy-ref: 2111c [142, 974, 159, 983]
dispatch-date: October 27. [765, 1014, 799, 1023]
dateline-new-plymouth: NEW PLYMOUTH. [846, 268, 919, 278]
divider [6, 495, 159, 496]
sun-set: 6.33 [126, 1145, 140, 1154]
table-row [6, 1118, 159, 1127]
paragraph: Captain Moore estimates that about 100 tons of coal per week can be obtained from the prospecting shaft of the West Wanganui Coal Mine, and shipped at a cost of 10s to 12s per ton. He further states that millions of tons are easily accessible. The company ought to run a specimen cargo to Patea. [486, 1047, 639, 1102]
paragraph: Affairs on the frontier continue much the same. The concentration of troops is proceeding with vigour. It is stated that the Ameer's reply to the Sultan, distinctly refuses to admit England's mission to Cabul, or to have any communication with the British Government. [646, 915, 799, 970]
sun-header-cell: SET. [126, 1099, 141, 1108]
